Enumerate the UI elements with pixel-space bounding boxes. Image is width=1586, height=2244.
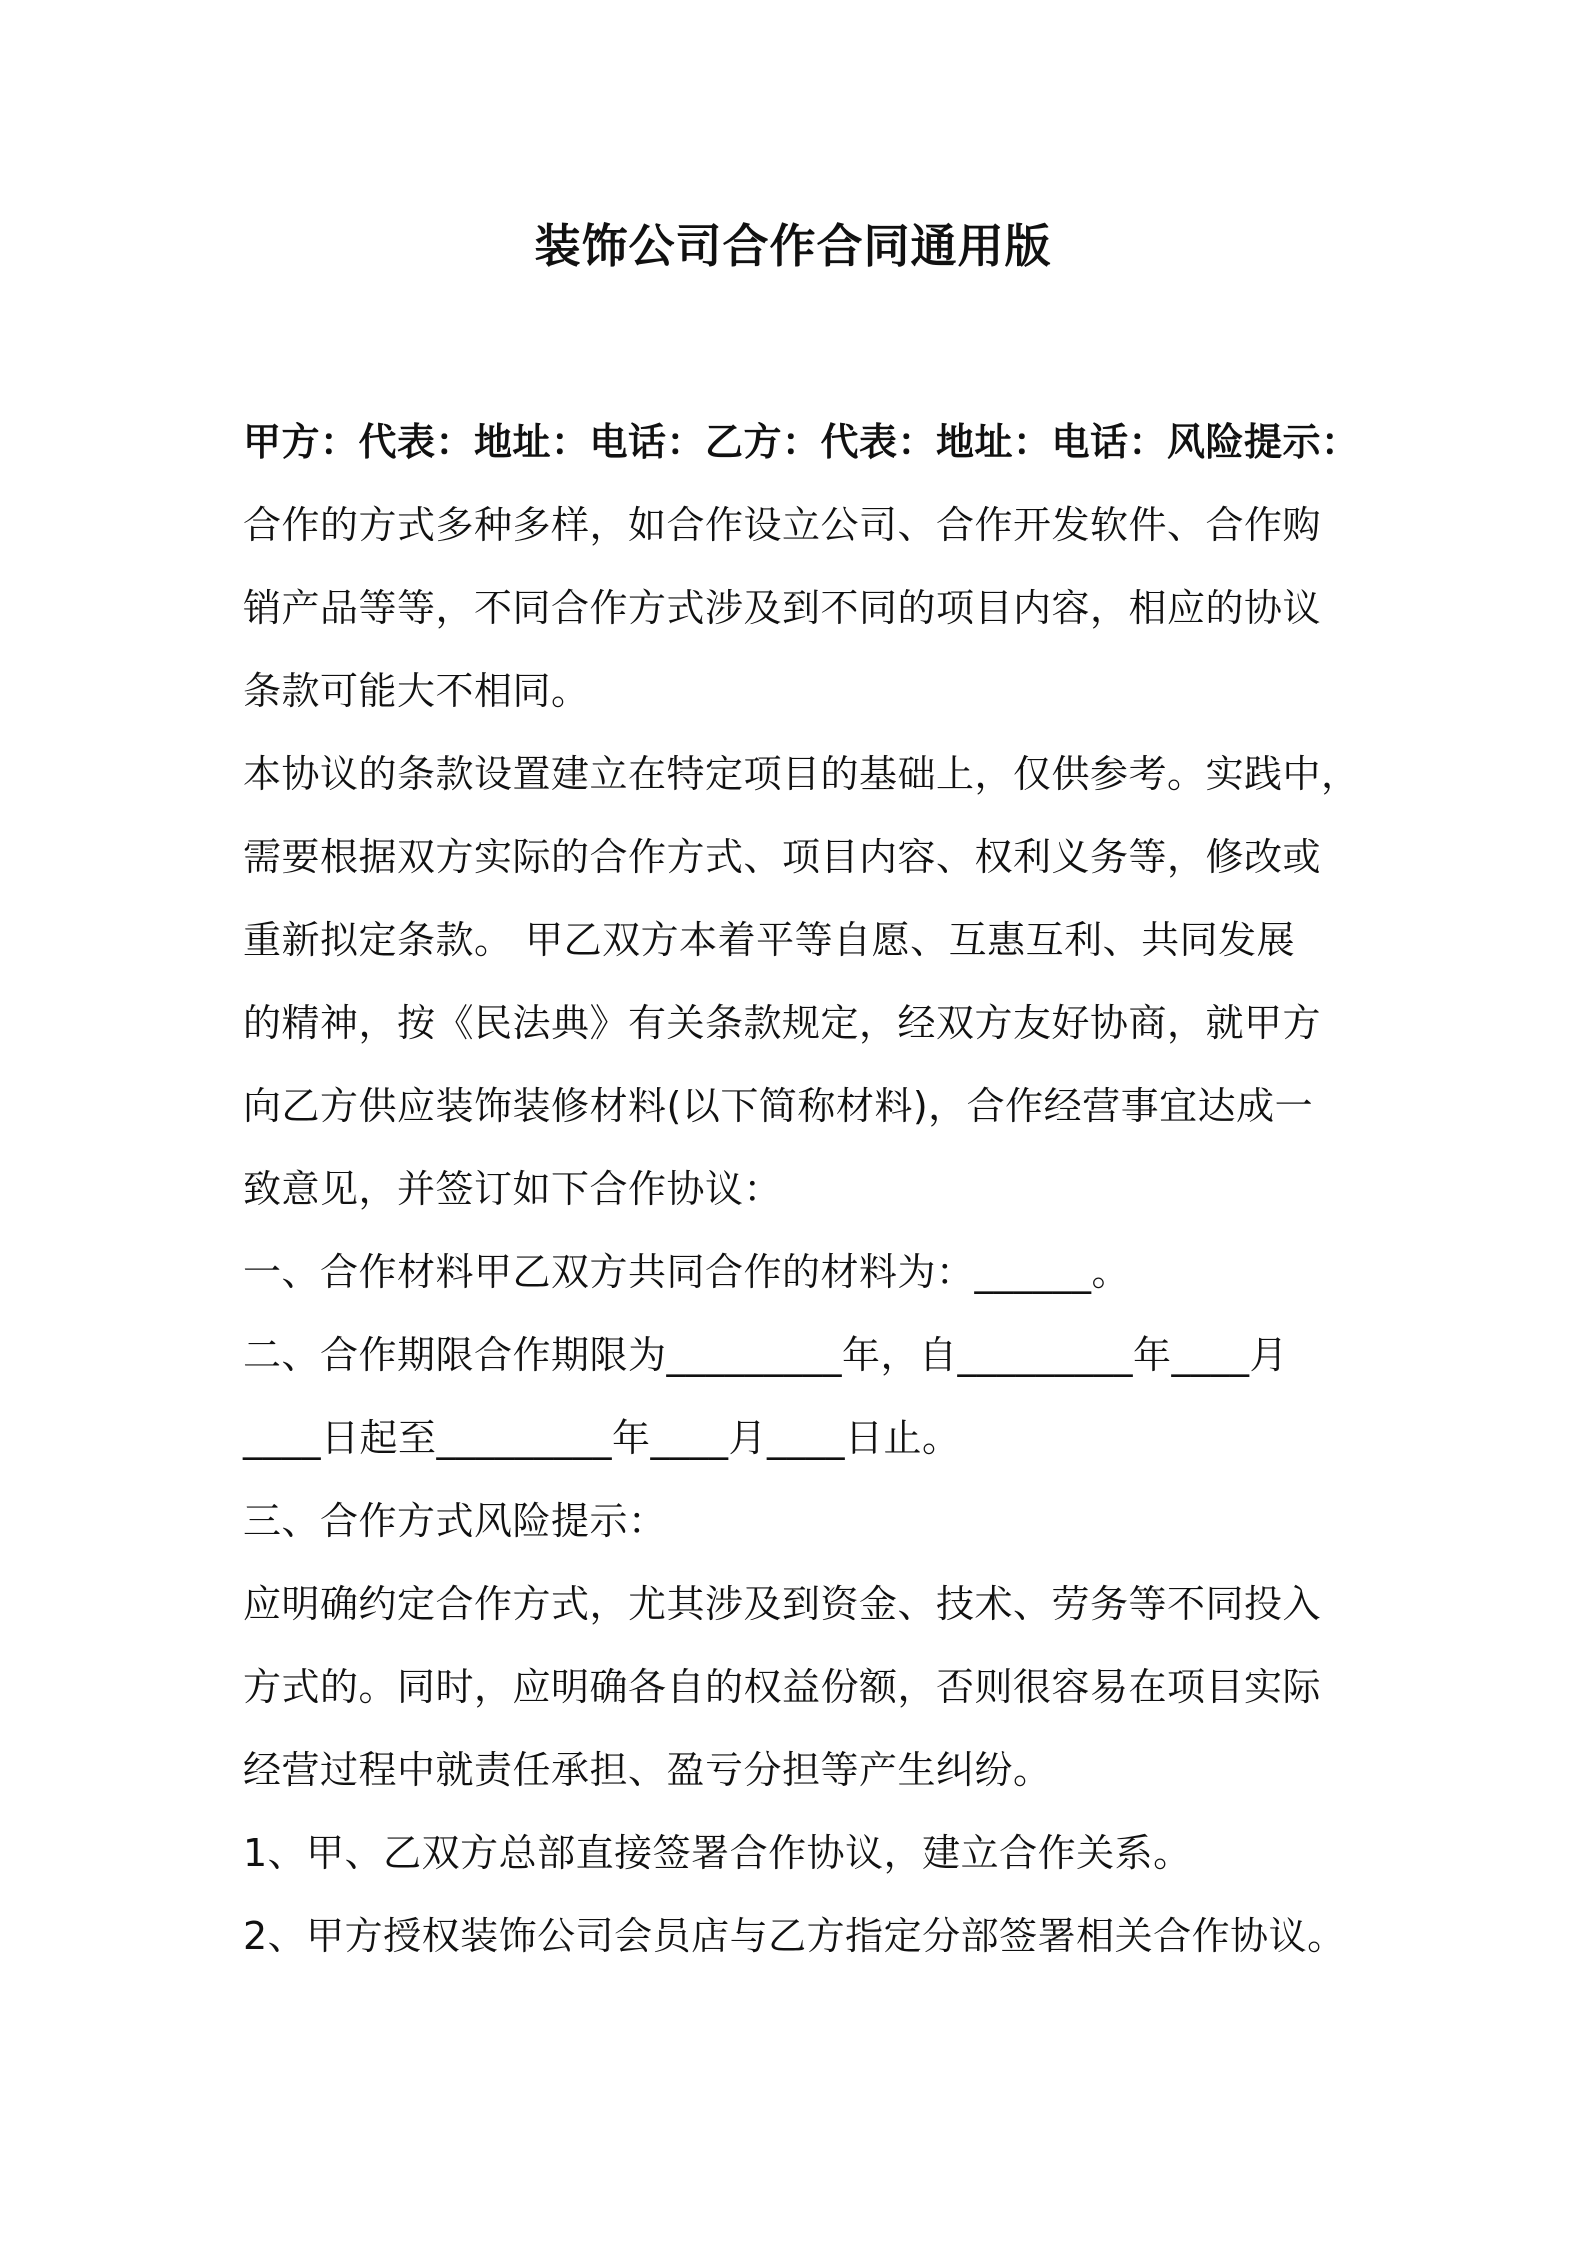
list-item-1: 1、甲、乙双方总部直接签署合作协议，建立合作关系。 (243, 1831, 1192, 1875)
text-line: 条款可能大不相同。 (243, 669, 590, 713)
text-line: 的精神，按《民法典》有关条款规定，经双方友好协商，就甲方 (243, 1001, 1322, 1045)
text-line: 需要根据双方实际的合作方式、项目内容、权利义务等，修改或 (243, 835, 1322, 879)
text-line: 本协议的条款设置建立在特定项目的基础上，仅供参考。实践中， (243, 752, 1360, 796)
clause-3-method: 三、合作方式风险提示： (243, 1499, 667, 1543)
text-line: 重新拟定条款。 甲乙双方本着平等自愿、互惠互利、共同发展 (243, 918, 1296, 962)
text-line-parties: 甲方：代表：地址：电话：乙方：代表：地址：电话：风险提示： (243, 420, 1360, 464)
text-line: 向乙方供应装饰装修材料(以下简称材料)，合作经营事宜达成一 (243, 1084, 1314, 1128)
clause-2-term-continued: ____日起至_________年____月____日止。 (243, 1416, 961, 1460)
clause-1-materials: 一、合作材料甲乙双方共同合作的材料为：______。 (243, 1250, 1131, 1294)
text-line: 合作的方式多种多样，如合作设立公司、合作开发软件、合作购 (243, 503, 1322, 547)
document-body (243, 401, 1363, 1978)
text-line: 致意见，并签订如下合作协议： (243, 1167, 783, 1211)
text-line: 销产品等等，不同合作方式涉及到不同的项目内容，相应的协议 (243, 586, 1322, 630)
clause-2-term: 二、合作期限合作期限为_________年，自_________年____月 (243, 1333, 1289, 1377)
text-line: 应明确约定合作方式，尤其涉及到资金、技术、劳务等不同投入 (243, 1582, 1322, 1626)
text-line: 经营过程中就责任承担、盈亏分担等产生纠纷。 (243, 1748, 1052, 1792)
list-item-2: 2、甲方授权装饰公司会员店与乙方指定分部签署相关合作协议。 (243, 1914, 1346, 1958)
text-line: 方式的。同时，应明确各自的权益份额，否则很容易在项目实际 (243, 1665, 1322, 1709)
document-title: 装饰公司合作合同通用版 (534, 219, 1052, 273)
